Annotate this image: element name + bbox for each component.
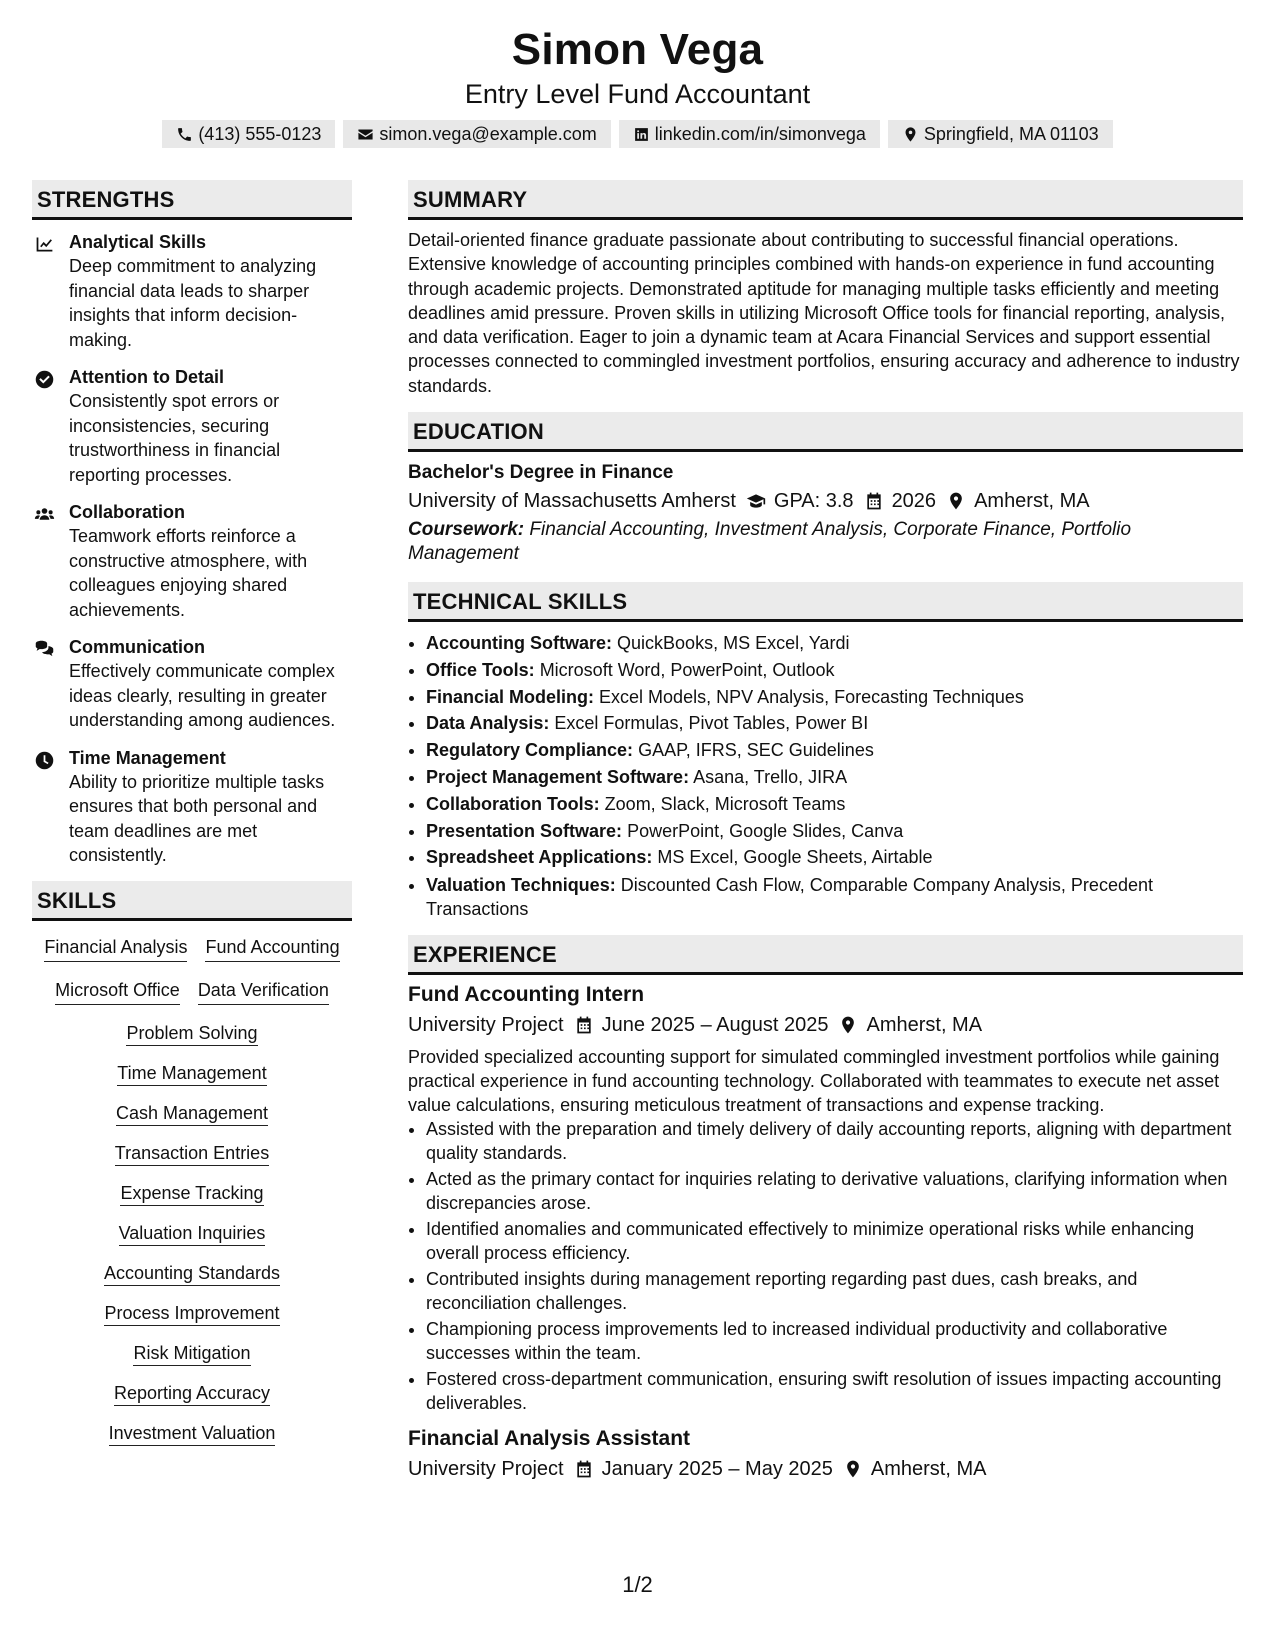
tech-value: Microsoft Word, PowerPoint, Outlook [539, 659, 835, 680]
resume-header [0, 0, 1275, 148]
strength-title: Analytical Skills [69, 232, 207, 252]
strength-item [32, 365, 352, 487]
job-location: Amherst, MA [870, 1458, 987, 1481]
experience-heading: EXPERIENCE [408, 935, 1243, 975]
page-number: 1/2 [622, 1572, 653, 1597]
phone-text: (413) 555-0123 [198, 124, 322, 144]
map-pin-icon [828, 1015, 866, 1035]
skill-tag: Financial Analysis [44, 935, 187, 962]
map-pin-icon [833, 1459, 871, 1479]
tech-label: Valuation Techniques: [426, 875, 616, 896]
strength-title: Collaboration [69, 502, 185, 522]
job-description: Provided specialized accounting support for simulated commingled investment portfolios while gaining practical experience in fund accounting technology. Collaborated with teammates to execute net asset value calculations, ensuring meticulous treatment of transactions and expense tracking. [408, 1047, 1220, 1116]
job-org: University Project [408, 1458, 564, 1481]
list-item [426, 844, 1243, 871]
skill-row [32, 1101, 352, 1125]
contact-phone[interactable] [162, 120, 335, 148]
strength-desc: Deep commitment to analyzing financial data leads to sharper insights that inform decision-making. [69, 256, 317, 350]
strength-item [32, 746, 352, 868]
coursework-label: Coursework: [408, 519, 525, 541]
candidate-name: Simon Vega [511, 25, 764, 74]
tech-value: QuickBooks, MS Excel, Yardi [617, 633, 850, 654]
tech-value: Zoom, Slack, Microsoft Teams [604, 793, 846, 814]
calendar-icon [854, 491, 892, 511]
contact-email[interactable] [343, 120, 610, 148]
list-item [426, 657, 1243, 684]
linkedin-icon [633, 126, 650, 143]
skill-tag: Microsoft Office [55, 978, 180, 1005]
tech-value: GAAP, IFRS, SEC Guidelines [638, 740, 874, 761]
linkedin-text: linkedin.com/in/simonvega [654, 124, 866, 144]
list-item: • Fostered cross-department communication, ensuring swift resolution of issues impacting accounting deliverables. [426, 1367, 1243, 1415]
phone-icon [176, 126, 193, 143]
right-column [408, 180, 1243, 1485]
edu-location: Amherst, MA [974, 490, 1090, 513]
edu-degree: Bachelor's Degree in Finance [408, 462, 674, 484]
comments-icon [32, 635, 69, 733]
calendar-icon [564, 1459, 602, 1479]
job-entry [408, 981, 1243, 1415]
tech-label: Presentation Software: [426, 820, 623, 841]
tech-label: Data Analysis: [426, 713, 550, 734]
map-pin-icon [936, 491, 974, 511]
skill-row [32, 1341, 352, 1365]
edu-year: 2026 [891, 490, 937, 513]
job-title: Financial Analysis Assistant [408, 1427, 691, 1451]
skill-tag: Expense Tracking [120, 1183, 263, 1206]
strength-item [32, 635, 352, 733]
envelope-icon [357, 126, 374, 143]
strength-desc: Ability to prioritize multiple tasks ensures that both personal and team deadlines are met consistently. [69, 771, 325, 865]
strength-item [32, 230, 352, 352]
list-item [426, 630, 1243, 657]
tech-label: Collaboration Tools: [426, 793, 600, 814]
job-dates: January 2025 – May 2025 [601, 1458, 833, 1481]
technical-skills-list [408, 630, 1243, 921]
skill-tag: Valuation Inquiries [119, 1223, 266, 1246]
education-heading: EDUCATION [408, 412, 1243, 452]
skill-row [32, 1181, 352, 1205]
list-item: • Acted as the primary contact for inquiries relating to derivative valuations, clarifying information when discrepancies arose. [426, 1167, 1243, 1215]
contact-location [888, 120, 1113, 148]
edu-details [408, 486, 1243, 516]
skill-row [32, 1141, 352, 1165]
edu-coursework [408, 518, 1243, 566]
list-item [426, 737, 1243, 764]
skill-tag: Problem Solving [126, 1023, 257, 1046]
skill-tag: Process Improvement [104, 1303, 279, 1326]
list-item: • Championing process improvements led to increased individual productivity and collaborative successes within the team. [426, 1317, 1243, 1365]
map-pin-icon [902, 126, 919, 143]
email-text: simon.vega@example.com [379, 124, 597, 144]
skills-list [32, 935, 352, 1445]
technical-skills-heading: TECHNICAL SKILLS [408, 582, 1243, 622]
contact-linkedin[interactable] [619, 120, 880, 148]
skill-tag: Data Verification [198, 978, 329, 1005]
skill-tag: Accounting Standards [104, 1263, 280, 1286]
summary-text: Detail-oriented finance graduate passionate about contributing to successful financial operations. Extensive knowledge of accounting principles combined with hands-on experience in fund accounting through academic projects. Demonstrated aptitude for managing multiple tasks efficiently and meeting deadlines amid pressure. Proven skills in utilizing Microsoft Office tools for financial reporting, analysis, and data verification. Eager to join a dynamic team at Acara Financial Services and support essential processes connected to commingled investment portfolios, ensuring accuracy and adherence to industry standards. [408, 230, 1240, 396]
skill-row [32, 1021, 352, 1045]
tech-label: Project Management Software: [426, 767, 690, 788]
resume-body [32, 180, 1243, 1485]
skill-row [32, 1421, 352, 1445]
list-item: • Identified anomalies and communicated effectively to minimize operational risks while enhancing overall process efficiency. [426, 1217, 1243, 1265]
edu-school: University of Massachusetts Amherst [408, 490, 736, 513]
tech-value: MS Excel, Google Sheets, Airtable [657, 847, 933, 868]
tech-label: Regulatory Compliance: [426, 740, 634, 761]
edu-gpa: GPA: 3.8 [773, 490, 854, 513]
skill-tag: Risk Mitigation [133, 1343, 250, 1366]
strength-title: Attention to Detail [69, 367, 224, 387]
job-title: Fund Accounting Intern [408, 983, 645, 1007]
coursework-text: Financial Accounting, Investment Analysis, Corporate Finance, Portfolio Management [408, 519, 1132, 565]
left-column [32, 180, 352, 1485]
chart-line-icon [32, 230, 69, 352]
list-item: • Assisted with the preparation and timely delivery of daily accounting reports, aligning with department quality standards. [426, 1117, 1243, 1165]
job-location: Amherst, MA [866, 1014, 983, 1037]
clock-icon [32, 746, 69, 868]
skill-row [32, 1301, 352, 1325]
skill-tag: Reporting Accuracy [114, 1383, 270, 1406]
check-circle-icon [32, 365, 69, 487]
strength-title: Time Management [69, 747, 226, 768]
users-icon [32, 500, 69, 622]
candidate-title: Entry Level Fund Accountant [464, 79, 811, 109]
list-item [426, 791, 1243, 818]
job-bullets [408, 1117, 1243, 1415]
list-item [426, 710, 1243, 737]
skill-tag: Investment Valuation [109, 1423, 276, 1446]
location-text: Springfield, MA 01103 [923, 124, 1099, 144]
job-org: University Project [408, 1014, 564, 1037]
tech-value: Excel Formulas, Pivot Tables, Power BI [554, 713, 869, 734]
job-meta [408, 1009, 1243, 1041]
job-dates: June 2025 – August 2025 [601, 1014, 829, 1037]
skill-row [32, 1221, 352, 1245]
skill-row [32, 1261, 352, 1285]
skill-tag: Fund Accounting [205, 935, 339, 962]
summary-heading: SUMMARY [408, 180, 1243, 220]
list-item [426, 818, 1243, 845]
strength-desc: Consistently spot errors or inconsistencies, securing trustworthiness in financial reporting processes. [69, 391, 281, 485]
skill-row [32, 1061, 352, 1085]
strength-desc: Teamwork efforts reinforce a constructive atmosphere, with colleagues enjoying shared achievements. [69, 526, 308, 620]
strength-item [32, 500, 352, 622]
skill-row [32, 1381, 352, 1405]
tech-label: Accounting Software: [426, 633, 613, 654]
tech-value: Discounted Cash Flow, Comparable Company Analysis, Precedent Transactions [426, 875, 1153, 919]
tech-label: Financial Modeling: [426, 686, 595, 707]
strength-desc: Effectively communicate complex ideas clearly, resulting in greater understanding among audiences. [69, 661, 336, 730]
skill-tag: Time Management [117, 1063, 266, 1086]
graduation-cap-icon [736, 491, 774, 511]
strengths-heading: STRENGTHS [32, 180, 352, 220]
skill-tag: Cash Management [116, 1103, 268, 1126]
skills-heading: SKILLS [32, 881, 352, 921]
job-entry [408, 1425, 1243, 1485]
list-item [426, 764, 1243, 791]
job-meta [408, 1453, 1243, 1485]
strength-title: Communication [69, 637, 206, 657]
list-item: • Contributed insights during management reporting regarding past dues, cash breaks, and reconciliation challenges. [426, 1267, 1243, 1315]
tech-label: Spreadsheet Applications: [426, 847, 653, 868]
list-item [426, 684, 1243, 711]
list-item [426, 874, 1243, 921]
calendar-icon [564, 1015, 602, 1035]
tech-value: Asana, Trello, JIRA [693, 767, 848, 788]
strengths-list [32, 230, 352, 868]
tech-label: Office Tools: [426, 659, 535, 680]
tech-value: PowerPoint, Google Slides, Canva [627, 820, 904, 841]
tech-value: Excel Models, NPV Analysis, Forecasting Techniques [599, 686, 1024, 707]
contact-bar [0, 120, 1275, 148]
skill-tag: Transaction Entries [115, 1143, 269, 1166]
